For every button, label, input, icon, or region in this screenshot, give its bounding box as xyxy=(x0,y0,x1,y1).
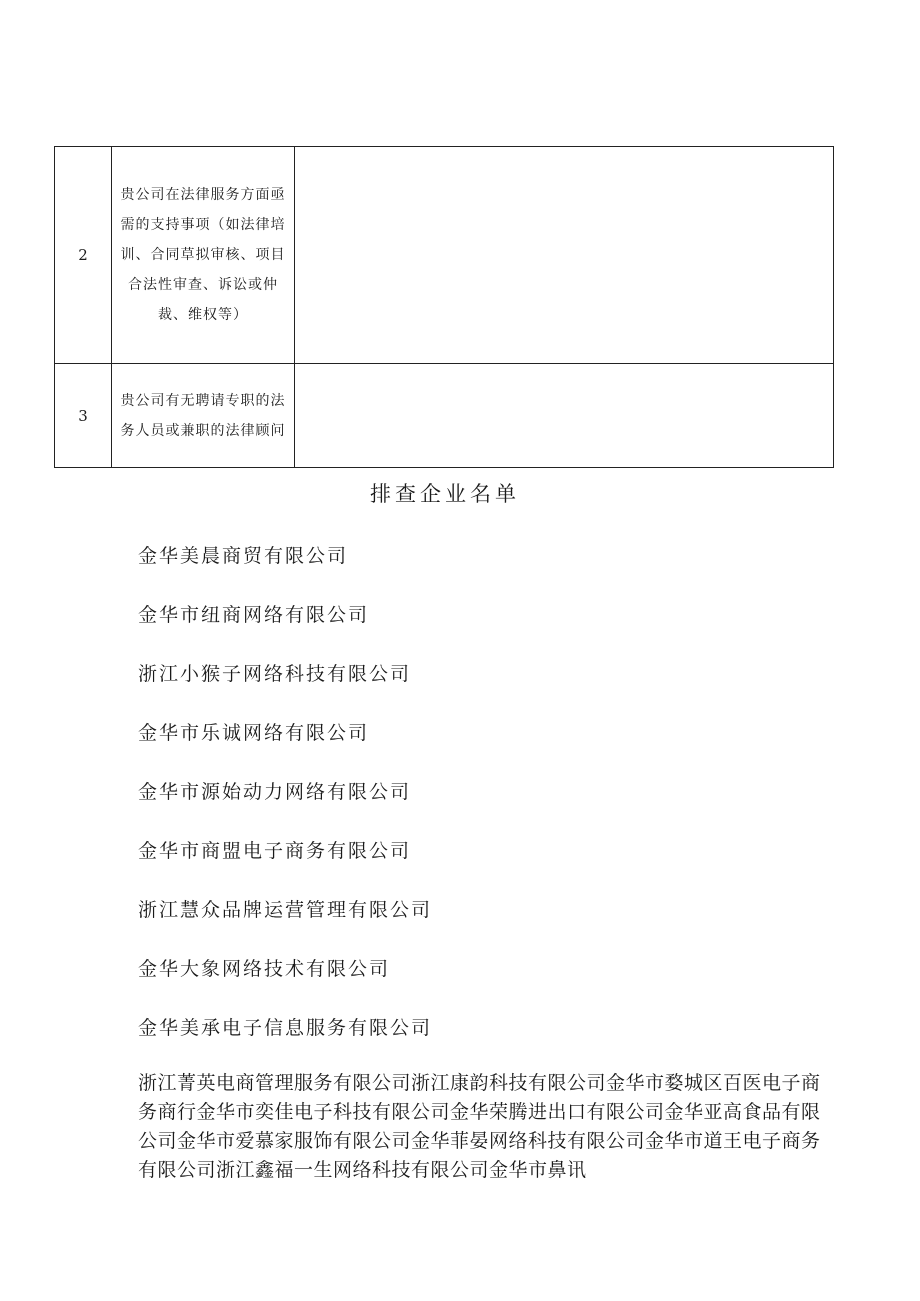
row-question xyxy=(112,147,295,364)
company-paragraph: 浙江菁英电商管理服务有限公司浙江康韵科技有限公司金华市婺城区百医电子商务商行金华市奕佳电子科技有限公司金华荣腾进出口有限公司金华亚高食品有限公司金华市爱慕家服饰有限公司金华菲晏网络科技有限公司金华市道王电子商务有限公司浙江鑫福一生网络科技有限公司金华市鼻讯 xyxy=(138,1072,821,1181)
company-item: 金华美承电子信息服务有限公司 xyxy=(138,1017,433,1039)
company-item: 金华市纽商网络有限公司 xyxy=(138,604,370,626)
company-item: 浙江慧众品牌运营管理有限公司 xyxy=(138,899,433,921)
question-text: 贵公司有无聘请专职的法务人员或兼职的法律顾问 xyxy=(120,392,286,439)
company-item: 浙江小猴子网络科技有限公司 xyxy=(138,663,412,685)
list-title: 排查企业名单 xyxy=(370,482,520,506)
row-number: 3 xyxy=(55,364,112,468)
table-row xyxy=(55,147,834,364)
company-item: 金华市乐诚网络有限公司 xyxy=(138,722,370,744)
table-row xyxy=(55,364,834,468)
row-question xyxy=(112,364,295,468)
answer-cell[interactable] xyxy=(295,364,834,468)
company-item: 金华大象网络技术有限公司 xyxy=(138,958,391,980)
row-number: 2 xyxy=(55,147,112,364)
answer-cell[interactable] xyxy=(295,147,834,364)
company-item: 金华市商盟电子商务有限公司 xyxy=(138,840,412,862)
survey-table xyxy=(54,146,834,468)
company-item: 金华市源始动力网络有限公司 xyxy=(138,781,412,803)
company-item: 金华美晨商贸有限公司 xyxy=(138,545,349,567)
question-text: 贵公司在法律服务方面亟需的支持事项（如法律培训、合同草拟审核、项目合法性审查、诉讼或仲裁、维权等） xyxy=(120,187,286,323)
